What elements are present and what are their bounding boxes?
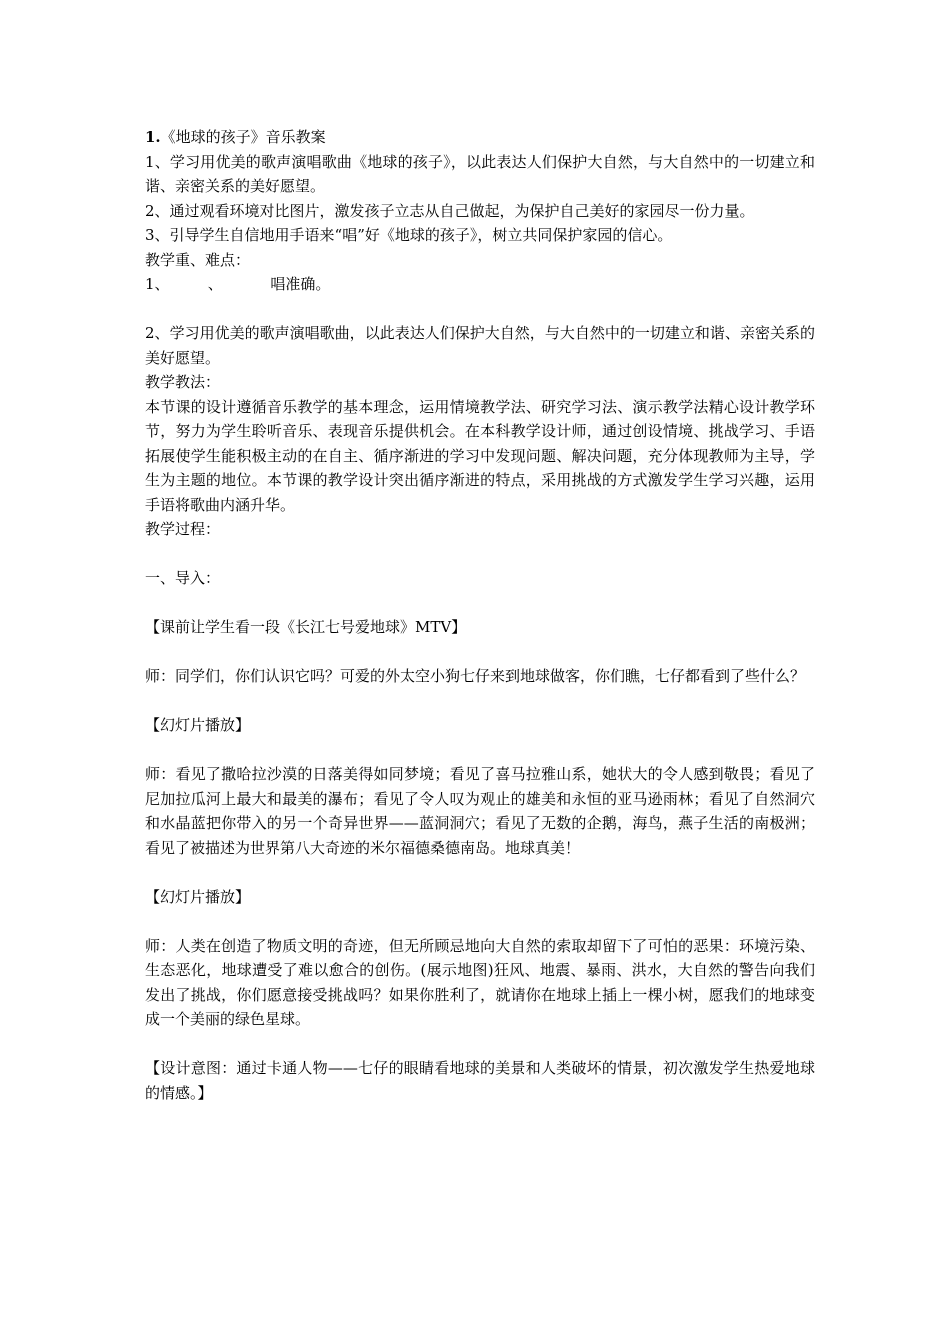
key-points-heading: 教学重、难点：: [145, 250, 251, 269]
key-point-2: 2、学习用优美的歌声演唱歌曲，以此表达人们保护大自然，与大自然中的一切建立和谐、亲密关系的美好愿望。: [145, 324, 815, 367]
spacer: [145, 860, 815, 885]
slide-note-1: 【幻灯片播放】: [145, 716, 251, 734]
objective-2: 2、通过观看环境对比图片，激发孩子立志从自己做起，为保护自己美好的家园尽一份力量。: [145, 201, 755, 220]
before-class-note: 【课前让学生看一段《长江七号爱地球》MTV】: [145, 618, 467, 636]
teacher-paragraph-1: 师：同学们，你们认识它吗？可爱的外太空小狗七仔来到地球做客，你们瞧，七仔都看到了些什么？: [145, 667, 806, 685]
spacer: [145, 689, 815, 714]
spacer: [145, 297, 815, 322]
process-heading: 教学过程：: [145, 520, 221, 538]
design-intent-note: 【设计意图：通过卡通人物——七仔的眼睛看地球的美景和人类破坏的情景，初次激发学生热爱地球的情感。】: [145, 1059, 815, 1102]
title-number: 1.: [145, 128, 161, 146]
spacer: [145, 738, 815, 763]
key-point-1: 1、 、 唱准确。: [145, 275, 331, 293]
spacer: [145, 640, 815, 665]
objective-1: 1、学习用优美的歌声演唱歌曲《地球的孩子》，以此表达人们保护大自然，与大自然中的一切建立和谐、亲密关系的美好愿望。: [145, 152, 815, 195]
spacer: [145, 591, 815, 616]
methods-body: 本节课的设计遵循音乐教学的基本理念，运用情境教学法、研究学习法、演示教学法精心设计教学环节，努力为学生聆听音乐、表现音乐提供机会。在本科教学设计师，通过创设情境、挑战学习、手语拓展使学生能积极主动的在自主、循序渐进的学习中发现问题、解决问题，充分体现教师为主导，学生为主题的地位。本节课的教学设计突出循序渐进的特点，采用挑战的方式激发学生学习兴趣，运用手语将歌曲内涵升华。: [145, 397, 815, 514]
section-1-heading: 一、导入：: [145, 569, 221, 587]
document-page: [145, 125, 815, 1105]
spacer: [145, 1032, 815, 1057]
title-text: 《地球的孩子》音乐教案: [160, 128, 326, 146]
teacher-paragraph-2: 师：看见了撒哈拉沙漠的日落美得如同梦境；看见了喜马拉雅山系，她状大的令人感到敬畏；看见了尼加拉瓜河上最大和最美的瀑布；看见了令人叹为观止的雄美和永恒的亚马逊雨林；看见了自然洞穴和水晶蓝把你带入的另一个奇异世界——蓝洞洞穴；看见了无数的企鹅，海鸟，燕子生活的南极洲；看见了被描述为世界第八大奇迹的米尔福德桑德南岛。地球真美！: [145, 765, 815, 857]
document-title: [145, 125, 815, 150]
methods-heading: 教学教法：: [145, 373, 221, 391]
spacer: [145, 909, 815, 934]
spacer: [145, 542, 815, 567]
slide-note-2: 【幻灯片播放】: [145, 887, 251, 906]
objective-3: 3、引导学生自信地用手语来“唱”好《地球的孩子》，树立共同保护家园的信心。: [145, 226, 673, 244]
teacher-paragraph-3: 师：人类在创造了物质文明的奇迹，但无所顾忌地向大自然的索取却留下了可怕的恶果：环境污染、生态恶化，地球遭受了难以愈合的创伤。(展示地图)狂风、地震、暴雨、洪水，大自然的警告向我们发出了挑战，你们愿意接受挑战吗？如果你胜利了，就请你在地球上插上一棵小树，愿我们的地球变成一个美丽的绿色星球。: [145, 936, 815, 1028]
